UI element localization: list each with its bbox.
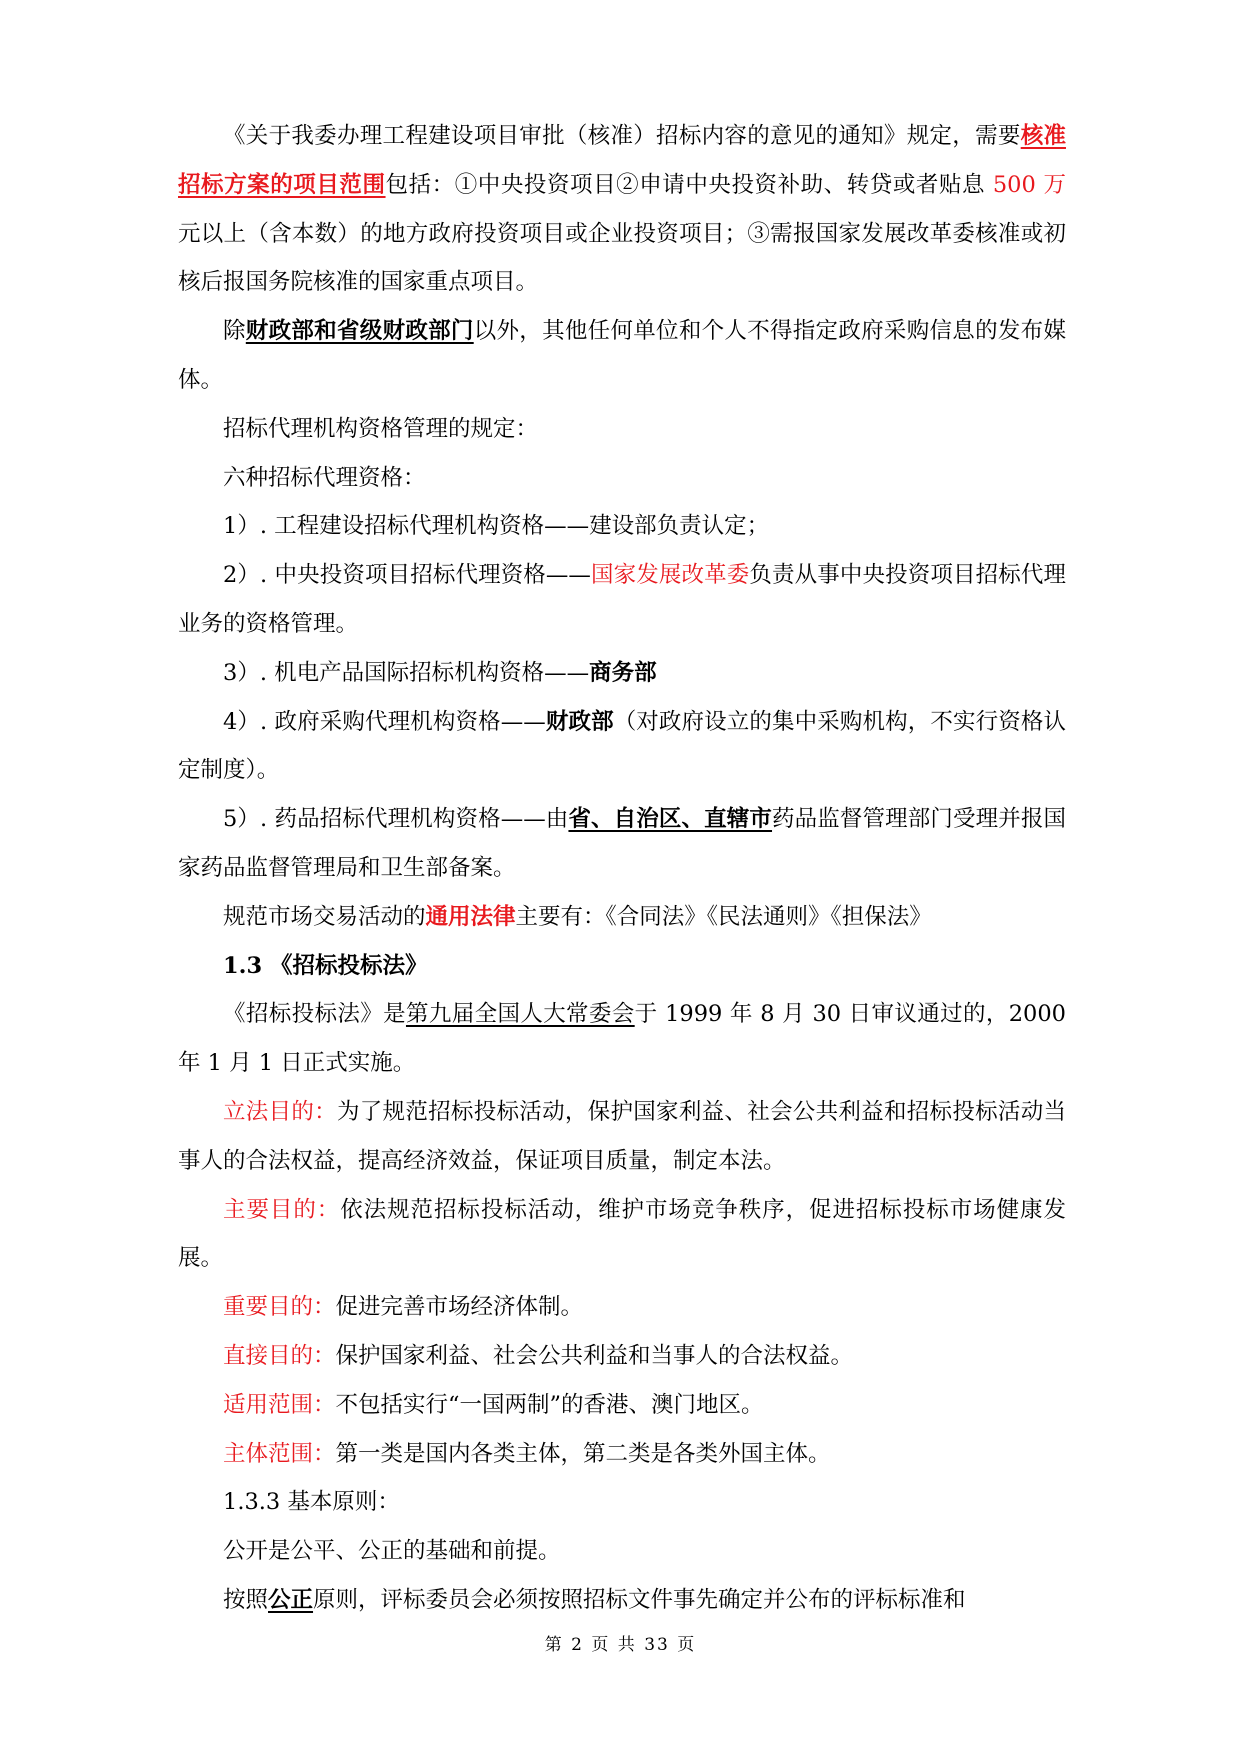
highlight-bold-underline: 财政部和省级财政部门 — [245, 318, 474, 345]
list-item-3 — [178, 649, 1066, 698]
list-item-1: 1）. 工程建设招标代理机构资格——建设部负责认定； — [223, 513, 770, 540]
text: 于 1999 年 8 月 30 日审议通过的，2000 年 1 月 1 日正式实施。 — [178, 1001, 1066, 1077]
text: 按照 — [223, 1586, 269, 1613]
highlight-red: 国家发展改革委 — [590, 562, 750, 589]
label-red: 立法目的： — [223, 1098, 337, 1125]
paragraph-important-purpose — [178, 1283, 1066, 1332]
text: 元以上（含本数）的地方政府投资项目或企业投资项目；③需报国家发展改革委核准或初核后报国务院核准的国家重点项目。 — [178, 220, 1066, 296]
text: 包括：①中央投资项目②申请中央投资补助、转贷或者贴息 — [385, 171, 993, 198]
highlight-bold-underline: 省、自治区、直辖市 — [568, 806, 773, 833]
paragraph-openness: 公开是公平、公正的基础和前提。 — [223, 1538, 561, 1565]
text: 原则，评标委员会必须按照招标文件事先确定并公布的评标标准和 — [313, 1586, 966, 1613]
label-red: 重要目的： — [223, 1294, 336, 1321]
paragraph-applicable-scope — [178, 1381, 1066, 1430]
text: 促进完善市场经济体制。 — [335, 1294, 584, 1321]
text: 以外，其他任何单位和个人不得指定政府采购信息的发布媒体。 — [178, 318, 1066, 393]
paragraph-procurement-media — [178, 307, 1066, 405]
text: 3）. 机电产品国际招标机构资格—— — [223, 659, 590, 686]
paragraph-legislative-purpose — [178, 1088, 1066, 1186]
page-footer: 第 2 页 共 33 页 — [544, 1635, 697, 1655]
text: 负责从事中央投资项目招标代理业务的资格管理。 — [178, 562, 1066, 637]
text: 保护国家利益、社会公共利益和当事人的合法权益。 — [335, 1342, 854, 1369]
text: （对政府设立的集中采购机构，不实行资格认定制度）。 — [178, 708, 1066, 784]
text: 5）. 药品招标代理机构资格——由 — [223, 806, 569, 833]
label-red: 直接目的： — [223, 1342, 336, 1369]
label-red: 主体范围： — [223, 1440, 336, 1467]
list-item-2 — [178, 551, 1066, 649]
paragraph-agency-rules: 招标代理机构资格管理的规定： — [223, 415, 539, 442]
label-red: 适用范围： — [223, 1391, 336, 1418]
list-item-5 — [178, 795, 1066, 893]
text: 为了规范招标投标活动，保护国家利益、社会公共利益和招标投标活动当事人的合法权益，提高经济效益，保证项目质量，制定本法。 — [178, 1098, 1066, 1174]
text: 《关于我委办理工程建设项目审批（核准）招标内容的意见的通知》规定，需要 — [223, 123, 1021, 149]
paragraph-general-laws — [178, 893, 1066, 942]
highlight-red: 500 万 — [992, 171, 1066, 198]
text: 主要有：《合同法》《民法通则》《担保法》 — [515, 903, 932, 930]
list-item-4 — [178, 698, 1066, 796]
text: 《招标投标法》是 — [223, 1001, 406, 1028]
highlight-bold: 财政部 — [545, 708, 614, 735]
text: 规范市场交易活动的 — [223, 903, 426, 930]
paragraph-main-purpose — [178, 1186, 1066, 1284]
section-heading: 1.3 《招标投标法》 — [223, 952, 428, 979]
text: 第一类是国内各类主体，第二类是各类外国主体。 — [335, 1440, 831, 1467]
paragraph-six-qualifications: 六种招标代理资格： — [223, 464, 426, 491]
text: 依法规范招标投标活动，维护市场竞争秩序，促进招标投标市场健康发展。 — [178, 1196, 1066, 1272]
paragraph-direct-purpose — [178, 1332, 1066, 1381]
subsection-heading: 1.3.3 基本原则： — [223, 1489, 400, 1516]
text: 4）. 政府采购代理机构资格—— — [223, 708, 546, 735]
label-red: 主要目的： — [223, 1196, 341, 1223]
highlight-red-bold: 通用法律 — [425, 903, 516, 930]
highlight-underline: 第九届全国人大常委会 — [405, 1001, 635, 1028]
paragraph-approval-scope — [178, 112, 1066, 307]
document-body — [178, 112, 1066, 1625]
paragraph-fairness — [178, 1576, 1066, 1625]
text: 药品监督管理部门受理并报国家药品监督管理局和卫生部备案。 — [178, 806, 1066, 881]
paragraph-law-passed — [178, 990, 1066, 1088]
text: 2）. 中央投资项目招标代理资格—— — [223, 562, 591, 589]
highlight-bold: 商务部 — [589, 659, 657, 686]
highlight-bold-underline: 公正 — [268, 1586, 314, 1613]
text: 不包括实行“一国两制”的香港、澳门地区。 — [335, 1391, 764, 1418]
paragraph-subject-scope — [178, 1430, 1066, 1479]
highlight-red-underline: 核准招标方案的项目范围 — [178, 123, 1066, 198]
text: 除 — [223, 318, 246, 345]
